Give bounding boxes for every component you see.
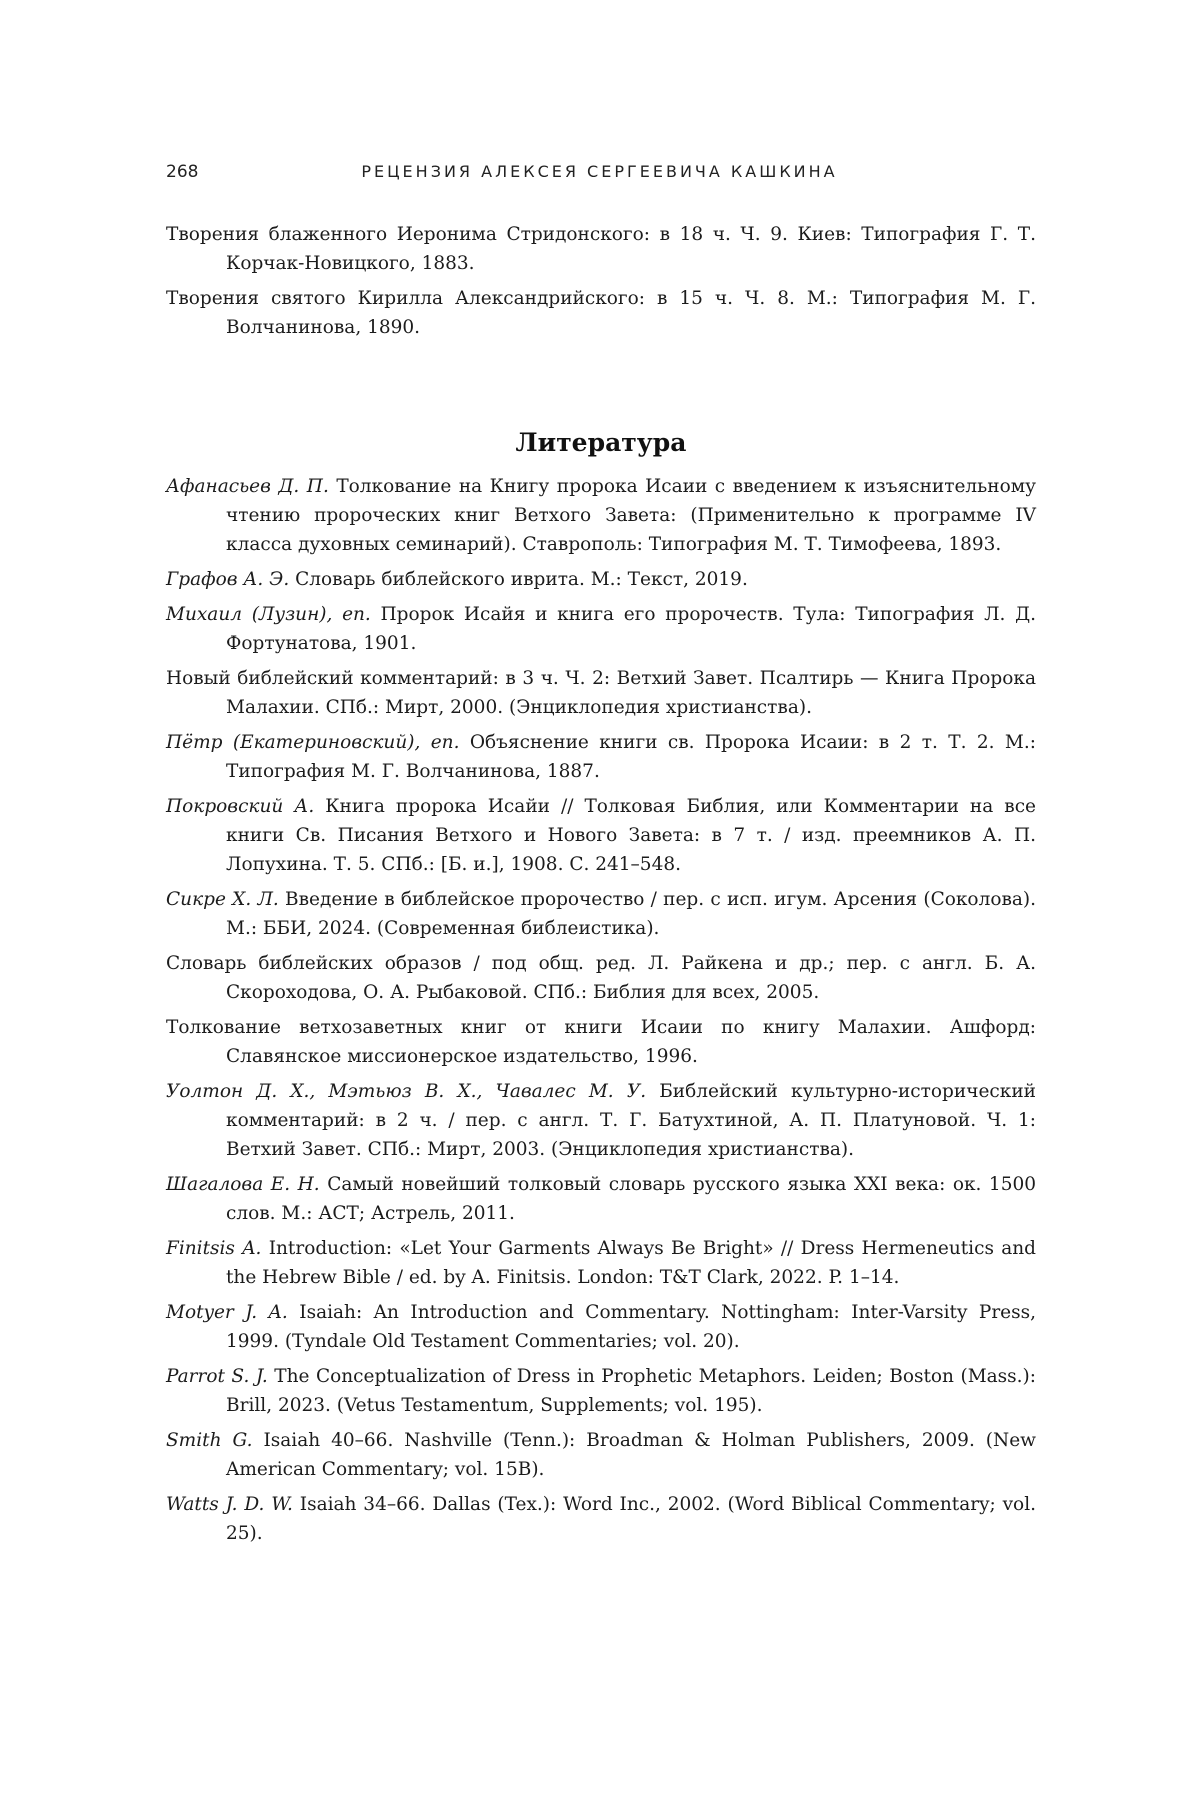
- entry-text: Isaiah 40–66. Nashville (Tenn.): Broadman & Holman Publishers, 2009. (New American Commentary; vol. 15B).: [226, 1430, 1036, 1480]
- entry-text: Творения святого Кирилла Александрийского: в 15 ч. Ч. 8. М.: Типография М. Г. Волчанинова, 1890.: [166, 288, 1036, 338]
- entry-author: Smith G.: [166, 1430, 253, 1451]
- bib-entry: [166, 1234, 1036, 1292]
- literature-list: [166, 472, 1036, 1554]
- entry-text: Словарь библейского иврита. М.: Текст, 2019.: [289, 569, 748, 590]
- bib-entry: [166, 885, 1036, 943]
- entry-author: Сикре Х. Л.: [166, 889, 279, 910]
- entry-text: Isaiah: An Introduction and Commentary. Nottingham: Inter-Varsity Press, 1999. (Tyndale Old Testament Commentaries; vol. 20).: [226, 1302, 1036, 1352]
- entry-text: The Conceptualization of Dress in Prophetic Metaphors. Leiden; Boston (Mass.): Brill, 2023. (Vetus Testamentum, Supplements; vol. 195).: [226, 1366, 1036, 1416]
- entry-author: Watts J. D. W.: [166, 1494, 293, 1515]
- bib-entry: [166, 600, 1036, 658]
- entry-author: Покровский А.: [166, 796, 315, 817]
- entry-text: Библейский культурно-исторический комментарий: в 2 ч. / пер. с англ. Т. Г. Батухтиной, А. П. Платуновой. Ч. 1: Ветхий Завет. СПб.: Мирт, 2003. (Энциклопедия христианства).: [226, 1081, 1036, 1160]
- running-head: [166, 162, 1033, 188]
- bib-entry: [166, 220, 1036, 278]
- bib-entry: [166, 1490, 1036, 1548]
- entry-text: Пророк Исайя и книга его пророчеств. Тула: Типография Л. Д. Фортунатова, 1901.: [226, 604, 1036, 654]
- bib-entry: [166, 472, 1036, 559]
- running-title: РЕЦЕНЗИЯ АЛЕКСЕЯ СЕРГЕЕВИЧА КАШКИНА: [361, 162, 838, 181]
- entry-text: Самый новейший толковый словарь русского языка XXI века: ок. 1500 слов. М.: АСТ; Астрель, 2011.: [226, 1174, 1037, 1224]
- sources-list: [166, 220, 1036, 348]
- entry-text: Введение в библейское пророчество / пер. с исп. игум. Арсения (Соколова). М.: ББИ, 2024. (Современная библеистика).: [226, 889, 1036, 939]
- bib-entry: [166, 1426, 1036, 1484]
- entry-author: Афанасьев Д. П.: [166, 476, 329, 497]
- bib-entry: [166, 565, 1036, 594]
- entry-text: Introduction: «Let Your Garments Always Be Bright» // Dress Hermeneutics and the Hebrew Bible / ed. by A. Finitsis. London: T&T Clark, 2022. P. 1–14.: [226, 1238, 1036, 1288]
- bib-entry: [166, 1077, 1036, 1164]
- bib-entry: [166, 792, 1036, 879]
- entry-author: Parrot S. J.: [166, 1366, 268, 1387]
- entry-text: Толкование на Книгу пророка Исаии с введением к изъяснительному чтению пророческих книг Ветхого Завета: (Применительно к программе IV класса духовных семинарий). Ставрополь: Типография М. Т. Тимофеева, 1893.: [226, 476, 1036, 555]
- section-heading: Литература: [515, 427, 687, 457]
- bib-entry: [166, 1362, 1036, 1420]
- bib-entry: [166, 284, 1036, 342]
- bib-entry: [166, 664, 1036, 722]
- entry-text: Новый библейский комментарий: в 3 ч. Ч. 2: Ветхий Завет. Псалтирь — Книга Пророка Малахии. СПб.: Мирт, 2000. (Энциклопедия христианства).: [166, 668, 1036, 718]
- entry-author: Шагалова Е. Н.: [166, 1174, 320, 1195]
- entry-text: Творения блаженного Иеронима Стридонского: в 18 ч. Ч. 9. Киев: Типография Г. Т. Корчак-Новицкого, 1883.: [166, 224, 1036, 274]
- bib-entry: [166, 1013, 1036, 1071]
- entry-author: Finitsis A.: [166, 1238, 262, 1259]
- bib-entry: [166, 949, 1036, 1007]
- entry-text: Isaiah 34–66. Dallas (Tex.): Word Inc., 2002. (Word Biblical Commentary; vol. 25).: [226, 1494, 1036, 1544]
- bib-entry: [166, 1170, 1036, 1228]
- entry-author: Пётр (Екатериновский), еп.: [166, 732, 460, 753]
- entry-author: Уолтон Д. Х., Мэтьюз В. Х., Чавалес М. У.: [166, 1081, 647, 1102]
- entry-author: Графов А. Э.: [166, 569, 290, 590]
- bib-entry: [166, 728, 1036, 786]
- entry-text: Толкование ветхозаветных книг от книги Исаии по книгу Малахии. Ашфорд: Славянское миссионерское издательство, 1996.: [166, 1017, 1036, 1067]
- page-number: 268: [166, 162, 199, 182]
- entry-text: Объяснение книги св. Пророка Исаии: в 2 т. Т. 2. М.: Типография М. Г. Волчанинова, 1887.: [226, 732, 1036, 782]
- entry-author: Михаил (Лузин), еп.: [166, 604, 371, 625]
- entry-text: Книга пророка Исайи // Толковая Библия, или Комментарии на все книги Св. Писания Ветхого и Нового Завета: в 7 т. / изд. преемников А. П. Лопухина. Т. 5. СПб.: [Б. и.], 1908. С. 241–548.: [226, 796, 1037, 875]
- entry-text: Словарь библейских образов / под общ. ред. Л. Райкена и др.; пер. с англ. Б. А. Скороходова, О. А. Рыбаковой. СПб.: Библия для всех, 2005.: [166, 953, 1036, 1003]
- entry-author: Motyer J. A.: [166, 1302, 288, 1323]
- bib-entry: [166, 1298, 1036, 1356]
